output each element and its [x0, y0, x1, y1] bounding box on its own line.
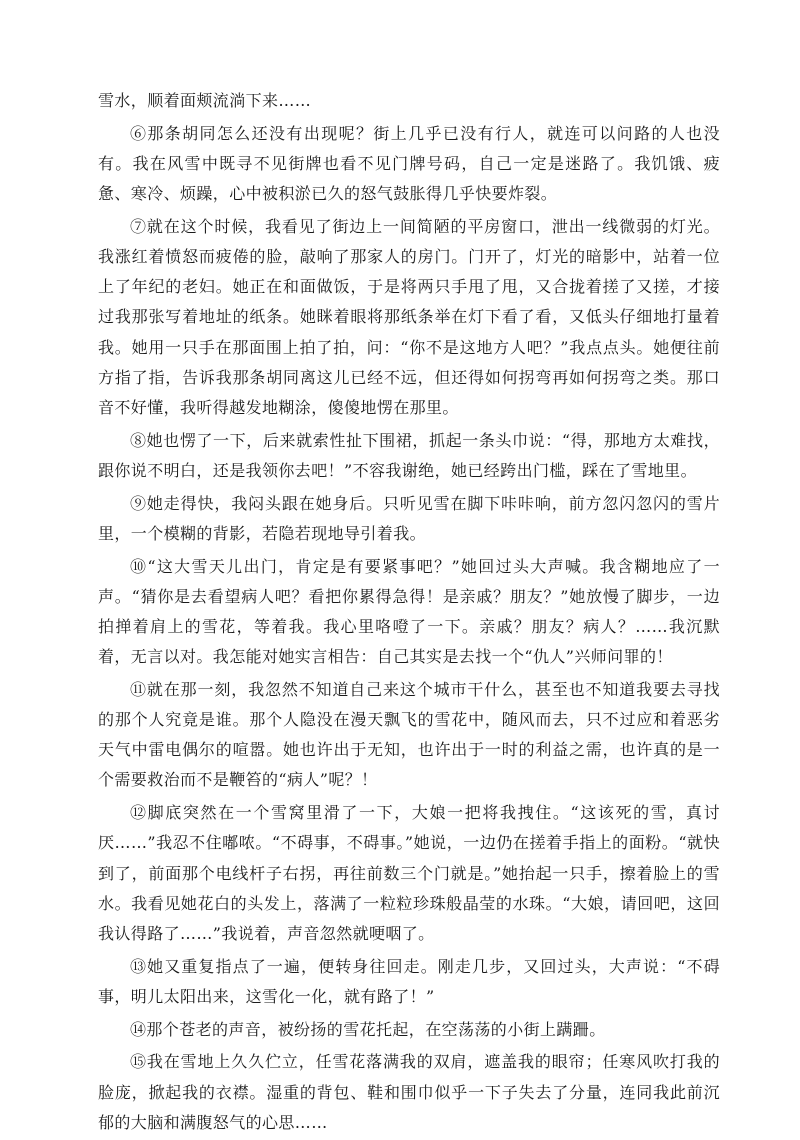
document-page — [98, 86, 720, 1140]
paragraph-12: ⑫脚底突然在一个雪窝里滑了一下，大娘一把将我拽住。“这该死的雪，真讨厌……”我忍不住嘟哝。“不碍事，不碍事。”她说，一边仍在搓着手指上的面粉。“就快到了，前面那个电线杆子右拐，再往前数三个门就是。”她抬起一只手，擦着脸上的雪水。我看见她花白的头发上，落满了一粒粒珍珠般晶莹的水珠。“大娘，请回吧，这回我认得路了……”我说着，声音忽然就哽咽了。 — [98, 803, 720, 943]
paragraph-11: ⑪就在那一刻，我忽然不知道自己来这个城市干什么，甚至也不知道我要去寻找的那个人究竟是谁。那个人隐没在漫天飘飞的雪花中，随风而去，只不过应和着恶劣天气中雷电偶尔的喧嚣。她也许出于无知，也许出于一时的利益之需，也许真的是一个需要救治而不是鞭笞的“病人”呢？！ — [98, 679, 720, 790]
paragraph-15: ⑮我在雪地上久久伫立，任雪花落满我的双肩，遮盖我的眼帘；任寒风吹打我的脸庞，掀起我的衣襟。湿重的背包、鞋和围巾似乎一下子失去了分量，连同我此前沉郁的大脑和满腹怒气的心思…… — [98, 1052, 720, 1132]
paragraph-13: ⑬她又重复指点了一遍，便转身往回走。刚走几步，又回过头，大声说：“不碍事，明儿太阳出来，这雪化一化，就有路了！” — [98, 956, 720, 1006]
paragraph-8: ⑧她也愣了一下，后来就索性扯下围裙，抓起一条头巾说：“得，那地方太难找，跟你说不明白，还是我领你去吧！”不容我谢绝，她已经跨出门槛，踩在了雪地里。 — [98, 430, 720, 480]
paragraph-9: ⑨她走得快，我闷头跟在她身后。只听见雪在脚下咔咔响，前方忽闪忽闪的雪片里，一个模糊的背影，若隐若现地导引着我。 — [98, 493, 720, 543]
paragraph-continuation: 雪水，顺着面颊流淌下来…… — [98, 91, 312, 110]
paragraph-10: ⑩“这大雪天儿出门，肯定是有要紧事吧？”她回过头大声喊。我含糊地应了一声。“猜你是去看望病人吧？看把你累得急得！是亲戚？朋友？”她放慢了脚步，一边拍掸着肩上的雪花，等着我。我心里咯噔了一下。亲戚？朋友？病人？……我沉默着，无言以对。我怎能对她实言相告：自己其实是去找一个“仇人”兴师问罪的！ — [98, 556, 720, 667]
paragraph-7: ⑦就在这个时候，我看见了街边上一间简陋的平房窗口，泄出一线微弱的灯光。我涨红着愤怒而疲倦的脸，敲响了那家人的房门。门开了，灯光的暗影中，站着一位上了年纪的老妇。她正在和面做饭，于是将两只手甩了甩，又合拢着搓了又搓，才接过我那张写着地址的纸条。她眯着眼将那纸条举在灯下看了看，又低头仔细地打量着我。她用一只手在那面围上拍了拍，问：“你不是这地方人吧？”我点点头。她便往前方指了指，告诉我那条胡同离这儿已经不远，但还得如何拐弯再如何拐弯之类。那口音不好懂，我听得越发地糊涂，傻傻地愣在那里。 — [98, 216, 720, 418]
paragraph-14: ⑭那个苍老的声音，被纷扬的雪花托起，在空荡荡的小街上蹒跚。 — [130, 1019, 606, 1039]
paragraph-6: ⑥那条胡同怎么还没有出现呢？街上几乎已没有行人，就连可以问路的人也没有。我在风雪中既寻不见街牌也看不见门牌号码，自己一定是迷路了。我饥饿、疲惫、寒冷、烦躁，心中被积淤已久的怒气鼓胀得几乎快要炸裂。 — [98, 123, 720, 204]
